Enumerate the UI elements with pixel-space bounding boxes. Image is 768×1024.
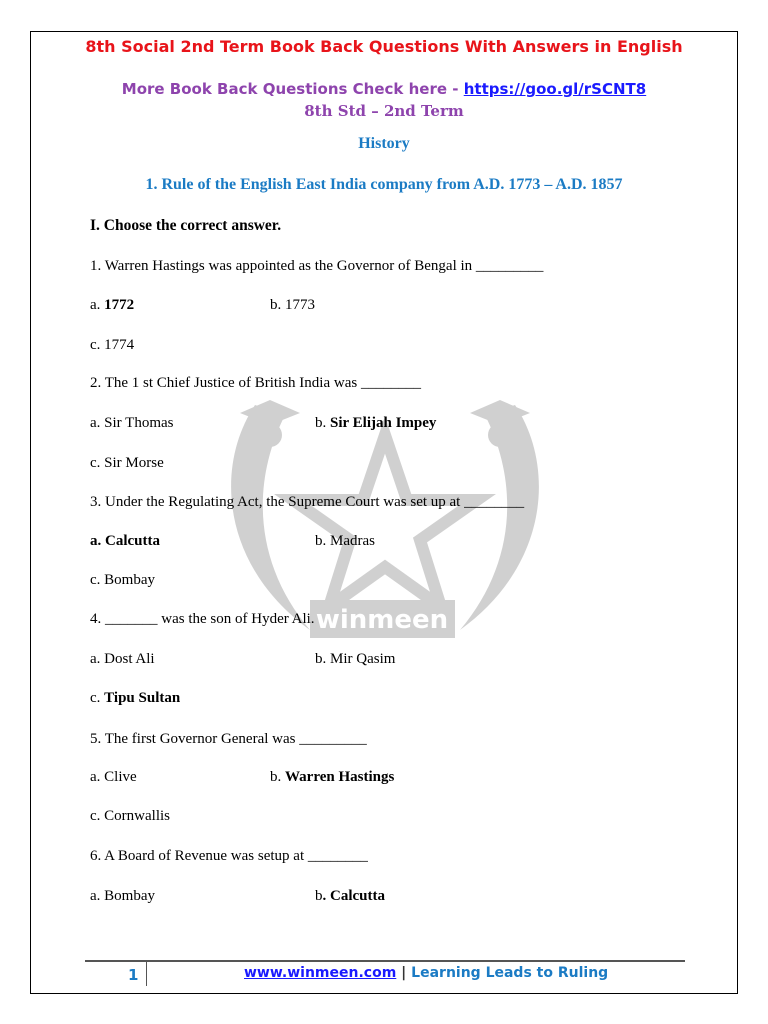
q5-option-a: a. Clive	[90, 769, 137, 785]
q3-option-c: c. Bombay	[90, 572, 156, 588]
footer-text	[244, 965, 608, 981]
std-term-heading: 8th Std – 2nd Term	[304, 102, 464, 120]
lesson-heading: 1. Rule of the English East India company from A.D. 1773 – A.D. 1857	[145, 176, 623, 193]
question-5: 5. The first Governor General was _________	[90, 731, 367, 747]
subject-heading: History	[358, 135, 410, 152]
q4-option-a: a. Dost Ali	[90, 651, 155, 667]
q5-option-b: b. Warren Hastings	[270, 769, 395, 785]
q1-option-c: c. 1774	[90, 337, 135, 353]
q4-option-b: b. Mir Qasim	[315, 651, 396, 667]
document-title: 8th Social 2nd Term Book Back Questions With Answers in English	[85, 37, 683, 56]
q6-option-b: b. Calcutta	[315, 888, 385, 904]
page-number: 1	[128, 966, 139, 984]
question-2: 2. The 1 st Chief Justice of British India was ________	[90, 375, 421, 391]
question-1: 1. Warren Hastings was appointed as the Governor of Bengal in _________	[90, 258, 544, 274]
section-heading: I. Choose the correct answer.	[90, 217, 282, 234]
footer-tagline: Learning Leads to Ruling	[411, 965, 609, 981]
more-questions-line	[0, 80, 768, 98]
q5-option-c: c. Cornwallis	[90, 808, 171, 824]
question-3: 3. Under the Regulating Act, the Supreme Court was set up at ________	[90, 494, 525, 510]
q2-option-b: b. Sir Elijah Impey	[315, 415, 437, 431]
question-6: 6. A Board of Revenue was setup at ________	[90, 848, 368, 864]
q4-option-c: c. Tipu Sultan	[90, 690, 181, 706]
q3-option-a: a. Calcutta	[90, 533, 160, 549]
q6-option-a: a. Bombay	[90, 888, 156, 904]
footer-separator-line	[146, 962, 147, 986]
footer-website-link[interactable]: www.winmeen.com	[244, 965, 397, 981]
q2-option-a: a. Sir Thomas	[90, 415, 174, 431]
footer-pipe: |	[396, 965, 412, 981]
watermark-text: winmeen	[315, 605, 449, 635]
more-questions-link[interactable]: https://goo.gl/rSCNT8	[463, 80, 647, 98]
q3-option-b: b. Madras	[315, 533, 375, 549]
more-questions-text: More Book Back Questions Check here -	[121, 80, 464, 98]
q2-option-c: c. Sir Morse	[90, 455, 164, 471]
footer-divider	[85, 960, 685, 962]
q1-option-b: b. 1773	[270, 297, 315, 313]
q1-option-a: a. 1772	[90, 297, 135, 313]
question-4: 4. _______ was the son of Hyder Ali.	[90, 611, 315, 627]
